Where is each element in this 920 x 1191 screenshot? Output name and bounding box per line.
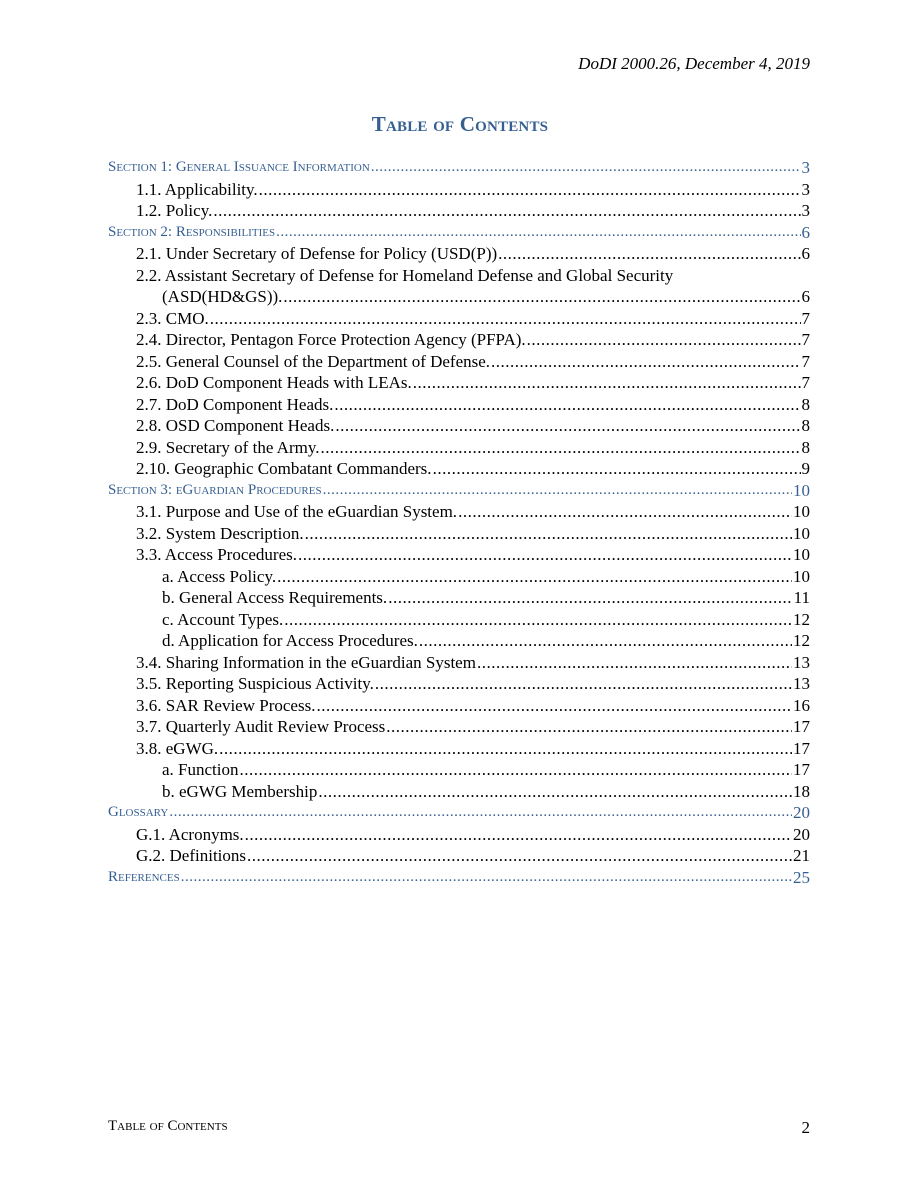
dot-leader <box>375 673 792 695</box>
toc-entry-label-continued: (ASD(HD&GS)). <box>162 287 283 306</box>
toc-entry[interactable] <box>108 437 810 459</box>
toc-entry-label: 3.2. System Description. <box>136 523 304 543</box>
dot-leader <box>477 652 792 674</box>
footer-label: Table of Contents <box>108 1118 228 1134</box>
toc-entry-label: 3.5. Reporting Suspicious Activity. <box>136 674 374 693</box>
toc-entry-label: 2.6. DoD Component Heads with LEAs. <box>136 373 412 392</box>
toc-entry-label: Glossary <box>108 804 169 820</box>
toc-page-number: 7 <box>801 308 810 328</box>
dot-leader <box>259 179 801 201</box>
toc-entry-label: 2.2. Assistant Secretary of Defense for Homeland Defense and Global Security <box>136 265 674 285</box>
toc-entry-label: a. Access Policy. <box>162 566 277 586</box>
dot-leader <box>298 544 792 566</box>
dot-leader <box>498 243 800 265</box>
toc-entry[interactable] <box>108 265 810 308</box>
toc-entry[interactable] <box>108 845 810 867</box>
toc-page-number: 21 <box>793 846 810 865</box>
toc-section-entry[interactable] <box>108 867 810 889</box>
toc-entry-label: c. Account Types. <box>162 609 284 629</box>
toc-entry[interactable] <box>108 609 810 631</box>
toc-section-entry[interactable] <box>108 157 810 179</box>
dot-leader <box>316 695 792 717</box>
dot-leader <box>458 501 792 523</box>
toc-section-entry[interactable] <box>108 222 810 244</box>
dot-leader <box>276 222 800 244</box>
dot-leader <box>213 200 800 222</box>
dot-leader <box>169 802 792 824</box>
toc-page-number: 7 <box>801 351 810 371</box>
toc-entry[interactable] <box>108 695 810 717</box>
toc-page-number: 6 <box>801 222 810 242</box>
dot-leader <box>284 609 792 631</box>
toc-page-number: 17 <box>793 738 810 758</box>
toc-entry-label: 3.3. Access Procedures. <box>136 545 297 564</box>
toc-entry[interactable] <box>108 673 810 695</box>
toc-entry-label: 3.8. eGWG. <box>136 738 219 758</box>
toc-page-number: 6 <box>801 287 810 306</box>
page-number: 2 <box>801 1118 810 1137</box>
toc-entry-label: 2.3. CMO. <box>136 308 209 328</box>
toc-page-number: 16 <box>793 695 810 715</box>
toc-entry[interactable] <box>108 329 810 351</box>
toc-page-number: 12 <box>793 631 810 650</box>
toc-page-number: 3 <box>801 158 810 177</box>
toc-page-number: 12 <box>793 609 810 629</box>
toc-page-number: 17 <box>793 717 810 736</box>
toc-entry-label: 2.5. General Counsel of the Department of Defense. <box>136 351 491 371</box>
dot-leader <box>277 566 792 588</box>
toc-entry-label: a. Function <box>162 760 239 779</box>
toc-entry[interactable] <box>108 716 810 738</box>
toc-entry[interactable] <box>108 243 810 265</box>
toc-page-number: 13 <box>793 674 810 693</box>
toc-page-number: 10 <box>793 480 810 500</box>
toc-entry[interactable] <box>108 824 810 846</box>
toc-entry[interactable] <box>108 759 810 781</box>
dot-leader <box>320 437 800 459</box>
toc-entry[interactable] <box>108 501 810 523</box>
toc-entry[interactable] <box>108 738 810 760</box>
toc-page-number: 10 <box>793 523 810 543</box>
toc-entry[interactable] <box>108 351 810 373</box>
dot-leader <box>318 781 792 803</box>
toc-entry-label: 3.1. Purpose and Use of the eGuardian System. <box>136 502 458 521</box>
toc-entry[interactable] <box>108 179 810 201</box>
toc-page-number: 7 <box>801 373 810 392</box>
toc-page-number: 18 <box>793 781 810 801</box>
toc-page-number: 10 <box>793 566 810 586</box>
toc-entry[interactable] <box>108 587 810 609</box>
toc-page-number: 9 <box>801 459 810 478</box>
dot-leader <box>527 329 801 351</box>
toc-page-number: 8 <box>801 416 810 435</box>
toc-entry[interactable] <box>108 630 810 652</box>
toc-entry[interactable] <box>108 566 810 588</box>
toc-page-number: 7 <box>801 330 810 349</box>
toc-entry[interactable] <box>108 200 810 222</box>
toc-entry[interactable] <box>108 415 810 437</box>
dot-leader <box>491 351 800 373</box>
toc-page-number: 20 <box>793 803 810 822</box>
dot-leader <box>305 523 792 545</box>
dot-leader <box>335 415 800 437</box>
toc-entry[interactable] <box>108 394 810 416</box>
toc-entry[interactable] <box>108 652 810 674</box>
dot-leader <box>433 458 801 480</box>
page-footer <box>108 1118 810 1138</box>
toc-entry-label: Section 2: Responsibilities <box>108 223 276 240</box>
toc-entry-label: G.1. Acronyms. <box>136 824 244 844</box>
toc-entry-label: b. eGWG Membership <box>162 781 318 801</box>
dot-leader <box>323 480 792 502</box>
toc-entry-label: References <box>108 868 180 885</box>
toc-entry-label: 2.4. Director, Pentagon Force Protection Agency (PFPA). <box>136 330 526 349</box>
toc-entry[interactable] <box>108 372 810 394</box>
toc-entry-label: b. General Access Requirements. <box>162 588 388 607</box>
dot-leader <box>371 157 801 179</box>
toc-entry-label: 3.4. Sharing Information in the eGuardian System <box>136 652 476 672</box>
dot-leader <box>245 824 792 846</box>
toc-section-entry[interactable] <box>108 480 810 502</box>
dot-leader <box>334 394 800 416</box>
toc-entry[interactable] <box>108 308 810 330</box>
toc-entry-label: 2.9. Secretary of the Army. <box>136 437 320 457</box>
toc-page-number: 3 <box>801 179 810 199</box>
toc-entry-label: 3.6. SAR Review Process. <box>136 695 316 715</box>
toc-page-number: 10 <box>793 545 810 564</box>
dot-leader <box>210 308 801 330</box>
toc-page-number: 6 <box>801 244 810 263</box>
dot-leader <box>413 372 801 394</box>
toc-entry-label: 1.1. Applicability. <box>136 179 258 199</box>
toc-entry-label: d. Application for Access Procedures. <box>162 631 418 650</box>
toc-page-number: 11 <box>793 588 810 607</box>
toc-page-number: 3 <box>801 201 810 220</box>
dot-leader <box>419 630 792 652</box>
dot-leader <box>240 759 793 781</box>
toc-entry[interactable] <box>108 458 810 480</box>
table-of-contents <box>108 157 810 888</box>
toc-entry-label: 3.7. Quarterly Audit Review Process <box>136 717 386 736</box>
dot-leader <box>219 738 792 760</box>
dot-leader <box>247 845 792 867</box>
toc-entry-label: 2.7. DoD Component Heads. <box>136 394 334 414</box>
dot-leader <box>283 286 800 308</box>
dot-leader <box>181 867 792 889</box>
toc-entry-label: 1.2. Policy. <box>136 201 213 220</box>
toc-entry-label: 2.10. Geographic Combatant Commanders. <box>136 459 432 478</box>
toc-entry[interactable] <box>108 523 810 545</box>
toc-entry[interactable] <box>108 781 810 803</box>
toc-entry-label: G.2. Definitions <box>136 846 247 865</box>
toc-entry-label: Section 3: eGuardian Procedures <box>108 481 322 498</box>
toc-entry-label: 2.1. Under Secretary of Defense for Policy (USD(P)) <box>136 244 498 263</box>
toc-page-number: 8 <box>801 394 810 414</box>
document-header: DoDI 2000.26, December 4, 2019 <box>578 54 810 73</box>
toc-page-number: 17 <box>793 760 810 779</box>
toc-page-number: 10 <box>793 502 810 521</box>
toc-entry-label: Section 1: General Issuance Information <box>108 159 370 175</box>
page-title: Table of Contents <box>371 112 549 136</box>
toc-page-number: 13 <box>793 652 810 672</box>
toc-entry-label: 2.8. OSD Component Heads. <box>136 416 335 435</box>
toc-page-number: 25 <box>793 867 810 887</box>
toc-page-number: 8 <box>801 437 810 457</box>
dot-leader <box>388 587 792 609</box>
dot-leader <box>386 716 792 738</box>
toc-page-number: 20 <box>793 824 810 844</box>
toc-section-entry[interactable] <box>108 802 810 824</box>
toc-entry[interactable] <box>108 544 810 566</box>
